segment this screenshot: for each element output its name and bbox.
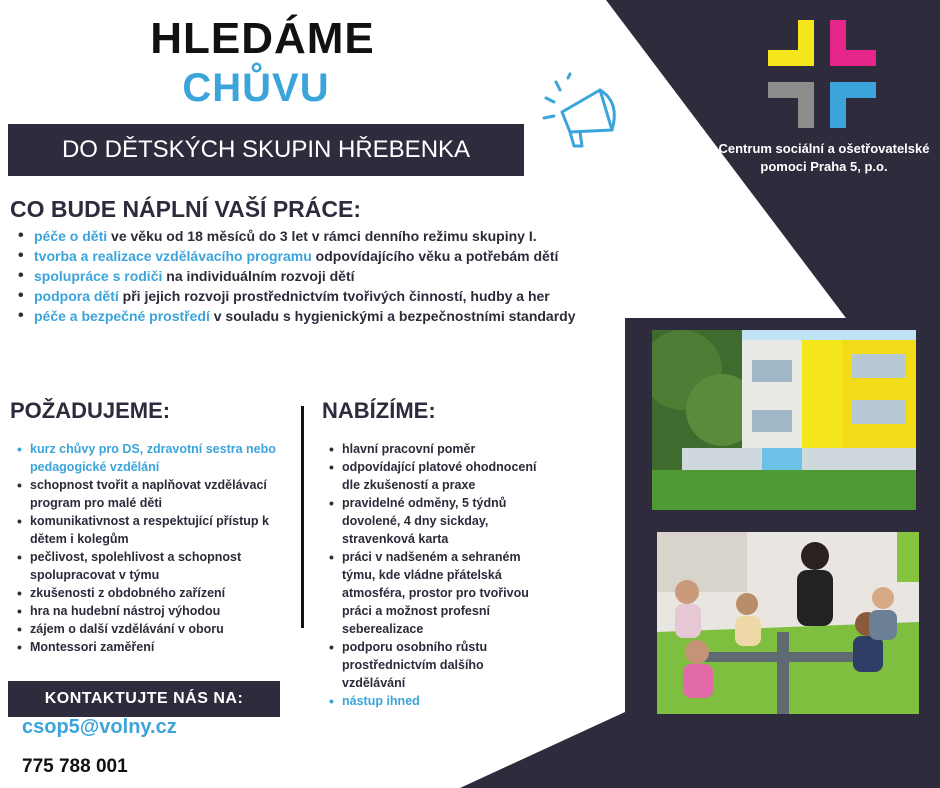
building-photo	[652, 330, 916, 510]
list-item: • hra na hudební nástroj výhodou	[14, 602, 286, 620]
phone-number[interactable]: 775 788 001	[22, 756, 128, 777]
list-item: • tvorba a realizace vzdělávacího programu odpovídajícího věku a potřebám dětí	[14, 246, 614, 266]
list-item: • kurz chůvy pro DS, zdravotní sestra nebo pedagogické vzdělání	[14, 440, 286, 476]
list-item: • spolupráce s rodiči na individuálním rozvoji dětí	[14, 266, 614, 286]
list-item: • Montessori zaměření	[14, 638, 286, 656]
list-item: • schopnost tvořit a naplňovat vzdělávací program pro malé děti	[14, 476, 286, 512]
list-item: • komunikativnost a respektující přístup k dětem i kolegům	[14, 512, 286, 548]
list-item: • péče a bezpečné prostředí v souladu s hygienickými a bezpečnostními standardy	[14, 306, 614, 326]
requirements-heading: POŽADUJEME:	[10, 398, 171, 423]
megaphone-icon	[540, 72, 632, 154]
list-item: • podpora dětí při jejich rozvoji prostřednictvím tvořivých činností, hudby a her	[14, 286, 614, 306]
offer-list	[326, 440, 550, 710]
headline-1: HLEDÁME	[150, 14, 375, 63]
list-item: • hlavní pracovní poměr	[326, 440, 550, 458]
requirements-list	[14, 440, 286, 656]
offer-heading: NABÍZÍME:	[322, 398, 436, 423]
list-item: • práci v nadšeném a sehraném týmu, kde vládne přátelská atmosféra, prostor pro tvořivou práci a možnost profesní seberealizace	[326, 548, 550, 638]
email-link[interactable]: csop5@volny.cz	[22, 716, 177, 738]
duties-heading: CO BUDE NÁPLNÍ VAŠÍ PRÁCE:	[10, 196, 361, 222]
list-item: • péče o děti ve věku od 18 měsíců do 3 let v rámci denního režimu skupiny I.	[14, 226, 614, 246]
duties-list	[14, 226, 614, 326]
organization-logo	[768, 20, 876, 128]
subtitle-banner: DO DĚTSKÝCH SKUPIN HŘEBENKA	[8, 124, 524, 176]
list-item: • nástup ihned	[326, 692, 550, 710]
list-item: • pečlivost, spolehlivost a schopnost spolupracovat v týmu	[14, 548, 286, 584]
list-item: • pravidelné odměny, 5 týdnů dovolené, 4 dny sickday, stravenková karta	[326, 494, 550, 548]
list-item: • zkušenosti z obdobného zařízení	[14, 584, 286, 602]
organization-name: Centrum sociální a ošetřovatelské pomoci Praha 5, p.o.	[718, 141, 930, 174]
classroom-photo	[657, 532, 919, 714]
list-item: • zájem o další vzdělávání v oboru	[14, 620, 286, 638]
list-item: • podporu osobního růstu prostřednictvím dalšího vzdělávání	[326, 638, 550, 692]
list-item: • odpovídající platové ohodnocení dle zkušeností a praxe	[326, 458, 550, 494]
headline-2: CHŮVU	[182, 66, 330, 110]
column-divider	[301, 406, 304, 628]
contact-banner: KONTAKTUJTE NÁS NA:	[8, 681, 280, 717]
